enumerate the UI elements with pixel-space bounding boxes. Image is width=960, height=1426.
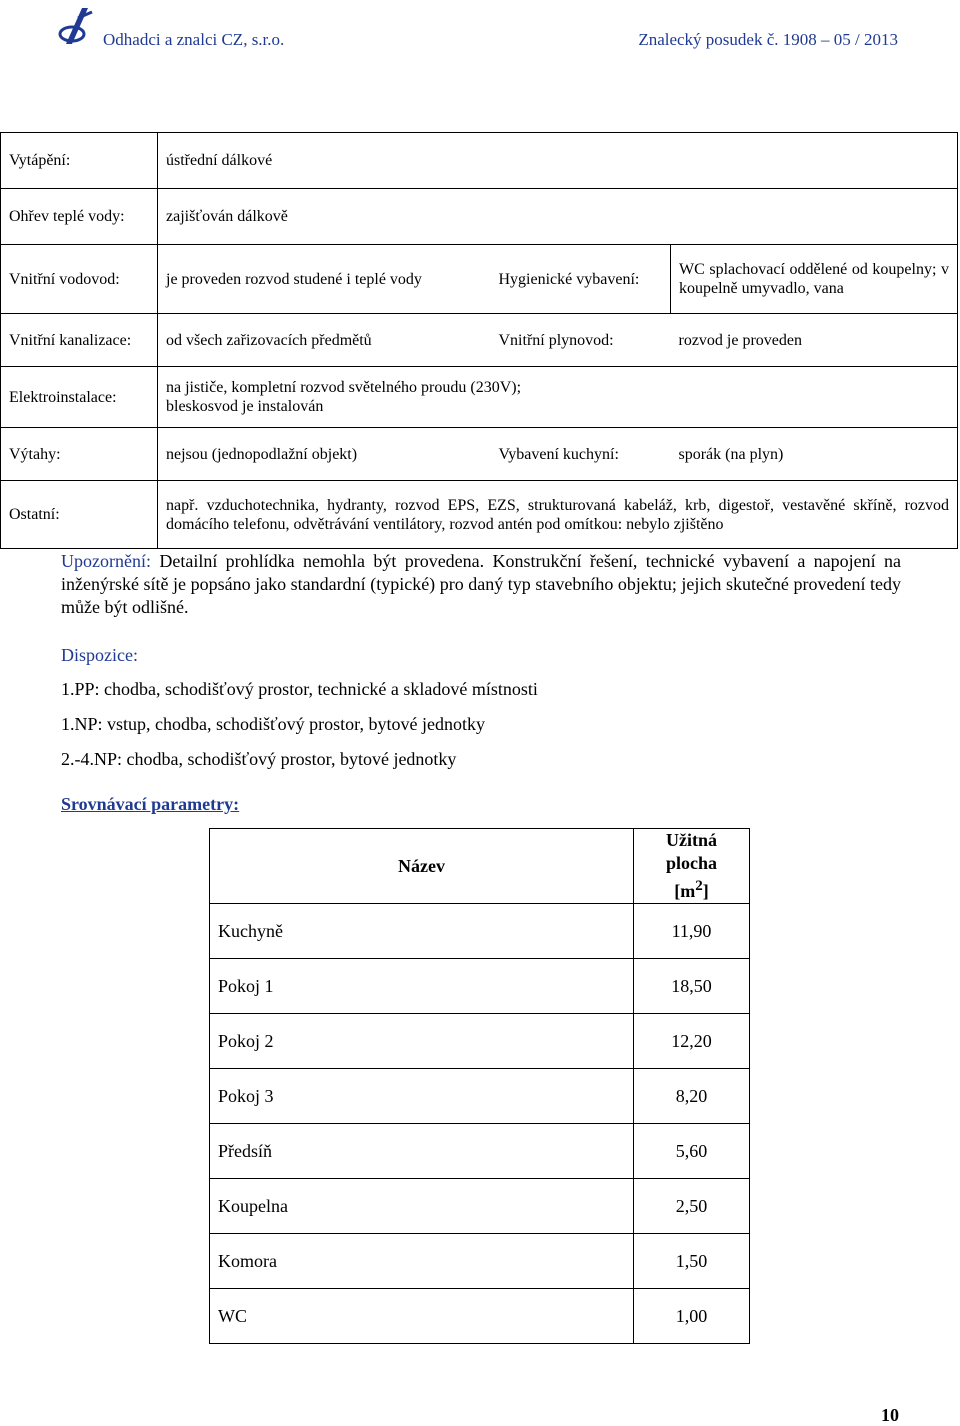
dispozice-line: 1.NP: vstup, chodba, schodišťový prostor, bytové jednotky [61, 714, 485, 734]
area-header-line: Užitná [666, 830, 717, 850]
vytapeni-label: Vytápění: [1, 133, 158, 189]
vytahy-value: nejsou (jednopodlažní objekt) [158, 428, 491, 481]
company-name: Odhadci a znalci CZ, s.r.o. [103, 30, 285, 49]
table-row [210, 959, 750, 1014]
table-row [210, 1179, 750, 1234]
ostatni-label: Ostatní: [1, 481, 158, 549]
kanalizace-label: Vnitřní kanalizace: [1, 314, 158, 367]
area-header-unit: [m [674, 881, 696, 901]
note-paragraph [61, 550, 901, 619]
dispozice-heading: Dispozice: [61, 645, 138, 665]
hygienicke-label: Hygienické vybavení: [491, 245, 671, 314]
vytahy-label: Výtahy: [1, 428, 158, 481]
note-label: Upozornění: [61, 551, 151, 571]
plynovod-label: Vnitřní plynovod: [491, 314, 671, 367]
company-logo-icon [58, 4, 94, 48]
room-name: Pokoj 3 [210, 1069, 634, 1124]
kuchyn-label: Vybavení kuchyní: [491, 428, 671, 481]
page-number: 10 [881, 1405, 899, 1425]
table-row [1, 245, 958, 314]
area-header-sup: 2 [695, 878, 703, 894]
table-row [210, 1234, 750, 1289]
table-row [1, 428, 958, 481]
elektro-value [158, 367, 958, 428]
note-text: Detailní prohlídka nemohla být provedena. Konstrukční řešení, technické vybavení a napojení na inženýrské sítě je popsáno jako standardní (typické) pro daný typ stavebního objektu; jejich skutečné provedení tedy může být odlišné. [61, 551, 902, 617]
ostatni-value: např. vzduchotechnika, hydranty, rozvod EPS, EZS, strukturovaná kabeláž, krb, digestoř, vestavěné skříně, rozvod domácího telefonu, odvětrávání ventilátory, rozvod antén pod omítkou: nebylo zjištěno [158, 481, 958, 549]
room-name: Koupelna [210, 1179, 634, 1234]
room-area: 11,90 [634, 904, 750, 959]
room-name: Kuchyně [210, 904, 634, 959]
kuchyn-value: sporák (na plyn) [671, 428, 958, 481]
dispozice-line: 2.-4.NP: chodba, schodišťový prostor, bytové jednotky [61, 749, 457, 769]
table-row [1, 133, 958, 189]
area-header-unit-end: ] [702, 881, 709, 901]
table-row [1, 481, 958, 549]
vodovod-label: Vnitřní vodovod: [1, 245, 158, 314]
room-area: 12,20 [634, 1014, 750, 1069]
area-header-line: plocha [665, 853, 717, 873]
report-number: Znalecký posudek č. 1908 – 05 / 2013 [638, 30, 898, 49]
elektro-label: Elektroinstalace: [1, 367, 158, 428]
table-row [210, 1124, 750, 1179]
room-area: 2,50 [634, 1179, 750, 1234]
room-name: Komora [210, 1234, 634, 1289]
elektro-value-line: bleskosvod je instalován [166, 398, 324, 415]
room-name: WC [210, 1289, 634, 1344]
elektro-value-line: na jističe, kompletní rozvod světelného proudu (230V); [166, 379, 522, 396]
room-name: Pokoj 1 [210, 959, 634, 1014]
room-area: 1,50 [634, 1234, 750, 1289]
vodovod-value: je proveden rozvod studené i teplé vody [158, 245, 491, 314]
ohrev-value: zajišťován dálkově [158, 189, 958, 245]
room-area: 8,20 [634, 1069, 750, 1124]
room-name: Předsíň [210, 1124, 634, 1179]
table-row [210, 904, 750, 959]
vytapeni-value: ústřední dálkové [158, 133, 958, 189]
rooms-table [209, 828, 750, 1344]
page-header [0, 0, 960, 60]
room-area: 18,50 [634, 959, 750, 1014]
ohrev-label: Ohřev teplé vody: [1, 189, 158, 245]
column-header-name: Název [210, 829, 634, 904]
kanalizace-value: od všech zařizovacích předmětů [158, 314, 491, 367]
table-row [210, 1014, 750, 1069]
dispozice-line: 1.PP: chodba, schodišťový prostor, technické a skladové místnosti [61, 679, 538, 699]
room-area: 5,60 [634, 1124, 750, 1179]
table-row [210, 1289, 750, 1344]
table-row [210, 1069, 750, 1124]
table-row [1, 314, 958, 367]
srovnavaci-heading: Srovnávací parametry: [61, 794, 240, 814]
room-name: Pokoj 2 [210, 1014, 634, 1069]
hygienicke-value: WC splachovací oddělené od koupelny; v koupelně umyvadlo, vana [671, 245, 958, 314]
plynovod-value: rozvod je proveden [671, 314, 958, 367]
column-header-area [634, 829, 750, 904]
room-area: 1,00 [634, 1289, 750, 1344]
table-row [1, 367, 958, 428]
building-properties-table [0, 132, 958, 549]
table-header-row [210, 829, 750, 904]
table-row [1, 189, 958, 245]
